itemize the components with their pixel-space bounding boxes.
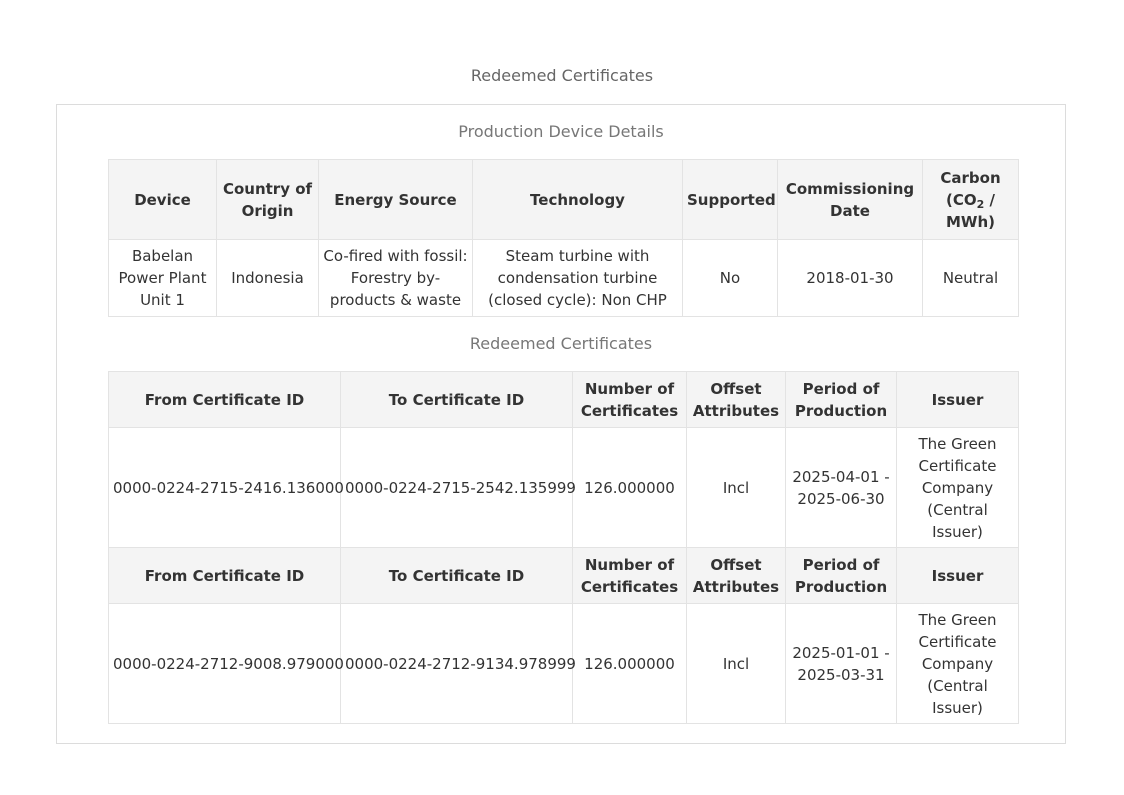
carbon-header-suffix: / MWh)	[945, 190, 995, 231]
offset-header: Offset Attributes	[687, 372, 786, 428]
technology-header: Technology	[473, 160, 683, 240]
energy-source-header: Energy Source	[319, 160, 473, 240]
to-id-cell: 0000-0224-2715-2542.135999	[341, 428, 573, 548]
carbon-header	[923, 160, 1019, 240]
from-id-cell: 0000-0224-2715-2416.136000	[109, 428, 341, 548]
to-id-header: To Certificate ID	[341, 548, 573, 604]
device-section-title: Production Device Details	[458, 122, 664, 141]
issuer-cell: The Green Certificate Company (Central Issuer)	[897, 604, 1019, 724]
issuer-header: Issuer	[897, 372, 1019, 428]
page-title: Redeemed Certificates	[470, 66, 654, 85]
country-cell: Indonesia	[217, 240, 319, 317]
to-id-cell: 0000-0224-2712-9134.978999	[341, 604, 573, 724]
device-cell: Babelan Power Plant Unit 1	[109, 240, 217, 317]
carbon-header-subscript: 2	[976, 197, 985, 211]
carbon-cell: Neutral	[923, 240, 1019, 317]
redeemed-certificates-table	[108, 371, 1019, 724]
issuer-cell: The Green Certificate Company (Central Issuer)	[897, 428, 1019, 548]
issuer-header: Issuer	[897, 548, 1019, 604]
certificates-panel	[56, 104, 1066, 744]
period-cell: 2025-01-01 - 2025-03-31	[786, 604, 897, 724]
table-header-row	[109, 160, 1019, 240]
from-id-header: From Certificate ID	[109, 548, 341, 604]
number-header: Number of Certificates	[573, 548, 687, 604]
from-id-header: From Certificate ID	[109, 372, 341, 428]
offset-cell: Incl	[687, 604, 786, 724]
period-cell: 2025-04-01 - 2025-06-30	[786, 428, 897, 548]
device-details-table	[108, 159, 1019, 317]
table-row	[109, 428, 1019, 548]
table-row	[109, 240, 1019, 317]
device-header: Device	[109, 160, 217, 240]
country-header: Country of Origin	[217, 160, 319, 240]
number-header: Number of Certificates	[573, 372, 687, 428]
period-header: Period of Production	[786, 372, 897, 428]
offset-cell: Incl	[687, 428, 786, 548]
offset-header: Offset Attributes	[687, 548, 786, 604]
energy-source-cell: Co-fired with fossil: Forestry by-products & waste	[319, 240, 473, 317]
table-header-row	[109, 548, 1019, 604]
to-id-header: To Certificate ID	[341, 372, 573, 428]
technology-cell: Steam turbine with condensation turbine (closed cycle): Non CHP	[473, 240, 683, 317]
number-cell: 126.000000	[573, 604, 687, 724]
supported-header: Supported	[683, 160, 778, 240]
carbon-header-prefix: Carbon (CO	[940, 168, 1001, 209]
commissioning-date-header: Commissioning Date	[778, 160, 923, 240]
commissioning-date-cell: 2018-01-30	[778, 240, 923, 317]
table-row	[109, 604, 1019, 724]
supported-cell: No	[683, 240, 778, 317]
table-header-row	[109, 372, 1019, 428]
from-id-cell: 0000-0224-2712-9008.979000	[109, 604, 341, 724]
period-header: Period of Production	[786, 548, 897, 604]
redeemed-section-title: Redeemed Certificates	[469, 334, 653, 353]
number-cell: 126.000000	[573, 428, 687, 548]
